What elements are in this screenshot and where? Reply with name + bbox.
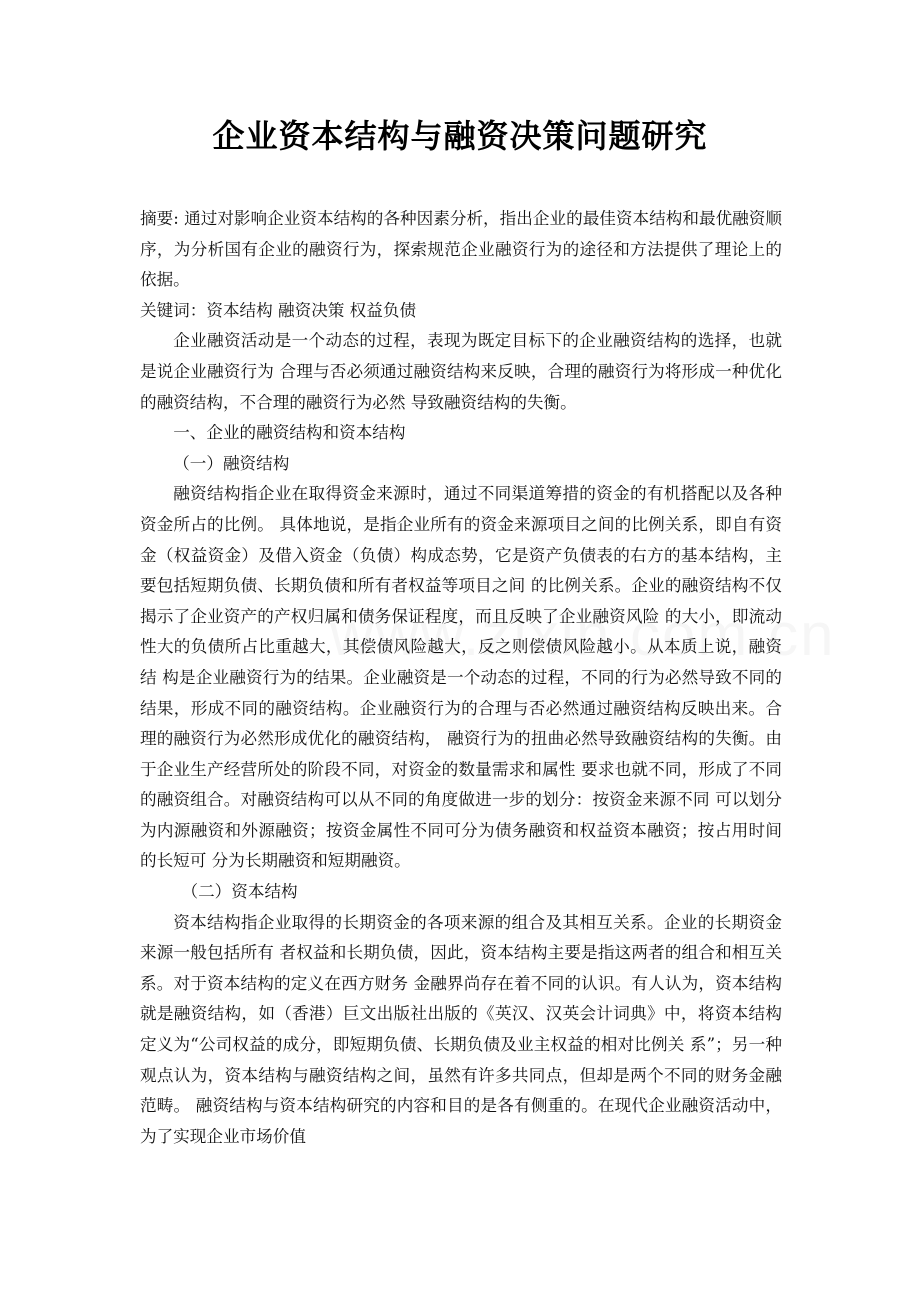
section-heading-1: 一、企业的融资结构和资本结构 xyxy=(173,423,406,443)
financing-structure-paragraph: 融资结构指企业在取得资金来源时，通过不同渠道筹措的资金的有机搭配以及各种资金所占的比例。 具体地说，是指企业所有的资金来源项目之间的比例关系，即自有资金（权益资金）及借入资金（负债）构成态势，它是资产负债表的右方的基本结构，主要包括短期负债、长期负债和所有者权益等项目之间 的比例关系。企业的融资结构不仅揭示了企业资产的产权归属和债务保证程度，而且反映了企业融资风险 的大小，即流动性大的负债所占比重越大，其偿债风险越大，反之则偿债风险越小。从本质上说，融资结 构是企业融资行为的结果。企业融资是一个动态的过程，不同的行为必然导致不同的结果，形成不同的融资结构。企业融资行为的合理与否必然通过融资结构反映出来。合理的融资行为必然形成优化的融资结构， 融资行为的扭曲必然导致融资结构的失衡。由于企业生产经营所处的阶段不同，对资金的数量需求和属性 要求也就不同，形成了不同的融资组合。对融资结构可以从不同的角度做进一步的划分：按资金来源不同 可以划分为内源融资和外源融资；按资金属性不同可分为债务融资和权益资本融资；按占用时间的长短可 分为长期融资和短期融资。 xyxy=(140,484,782,871)
document-body xyxy=(140,204,782,1152)
capital-structure-paragraph: 资本结构指企业取得的长期资金的各项来源的组合及其相互关系。企业的长期资金来源一般包括所有 者权益和长期负债，因此，资本结构主要是指这两者的组合和相互关系。对于资本结构的定义在西方财务 金融界尚存在着不同的认识。有人认为，资本结构就是融资结构，如（香港）巨文出版社出版的《英汉、汉英会计词典》中，将资本结构定义为“公司权益的成分，即短期负债、长期负债及业主权益的相对比例关 系”；另一种观点认为，资本结构与融资结构之间，虽然有许多共同点，但却是两个不同的财务金融范畴。 融资结构与资本结构研究的内容和目的是各有侧重的。在现代企业融资活动中，为了实现企业市场价值 xyxy=(140,912,782,1146)
keywords: 关键词：资本结构 融资决策 权益负债 xyxy=(140,300,417,320)
subsection-heading-capital-structure: （二）资本结构 xyxy=(181,882,298,902)
subsection-heading-financing-structure: （一）融资结构 xyxy=(173,453,290,473)
document-title: 企业资本结构与融资决策问题研究 xyxy=(212,117,708,155)
abstract: 摘要: 通过对影响企业资本结构的各种因素分析，指出企业的最佳资本结构和最优融资顺序，为分析国有企业的融资行为，探索规范企业融资行为的途径和方法提供了理论上的依据。 xyxy=(140,209,782,290)
intro-paragraph: 企业融资活动是一个动态的过程，表现为既定目标下的企业融资结构的选择，也就是说企业融资行为 合理与否必须通过融资结构来反映，合理的融资行为将形成一种优化的融资结构，不合理的融资行为必然 导致融资结构的失衡。 xyxy=(140,331,782,412)
